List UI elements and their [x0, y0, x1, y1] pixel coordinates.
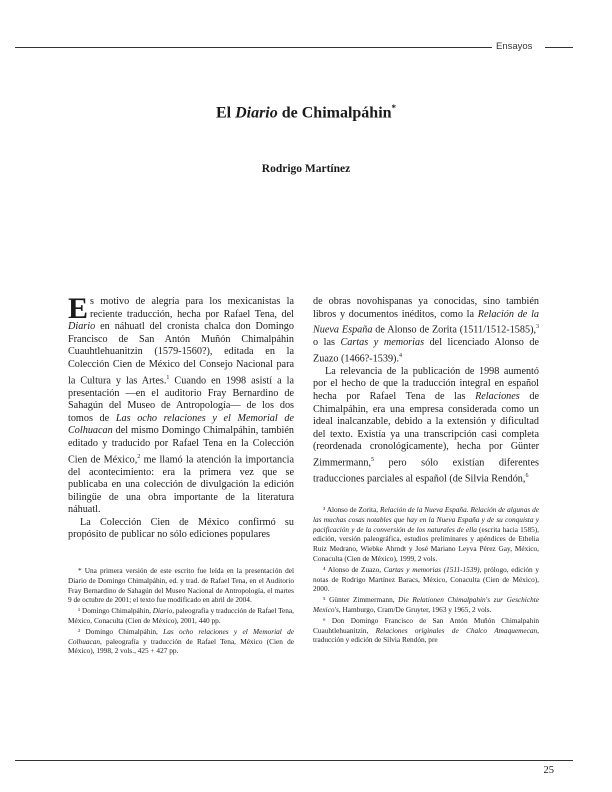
- footnote-4: [313, 565, 539, 594]
- text-run: ⁵ Günter Zimmermann,: [323, 595, 399, 605]
- italic-run: Die Relationen Chimalpahin's zur Geschichte Mexico's: [313, 595, 539, 614]
- italic-run: Relaciones: [475, 390, 520, 402]
- text-run: , Hamburgo, Cram/De Gruyter, 1963 y 1965, 2 vols.: [338, 604, 492, 614]
- italic-run: Relación de la Nueva España. Relación de algunas de las muchas cosas notables que hay en la Nueva España y de su conquista y pacificación y de la conversión de los naturales de ella: [313, 505, 539, 534]
- text-run: o las: [313, 337, 341, 349]
- italic-run: Cartas y memorias: [340, 337, 425, 349]
- text-run: ⁴ Alonso de Zuazo,: [323, 564, 384, 574]
- footnote-ref: 5: [371, 456, 374, 463]
- text-run: , traducción y edición de Silvia Rendón, pre: [313, 625, 539, 645]
- italic-run: Las ocho relaciones y el Memorial de Colhuacan: [68, 626, 294, 646]
- italic-run: Diario: [68, 321, 96, 333]
- text-run: de Chimalpáhin, era una empresa considerada como un ideal inalcanzable, debido a la extensión y dificultad del texto. Existía ya una transcripción casi completa (reordenada cronológicamente), hecha por Günter Zimmermann,: [313, 390, 540, 469]
- right-column: [313, 296, 539, 486]
- drop-cap: E: [68, 292, 89, 325]
- italic-run: Las ocho relaciones y el Memorial de Colhuacan: [68, 412, 294, 437]
- text-run: (escrita hacia 1585), edición, versión paleográfica, estudios preliminares y apéndices de Ethelia Ruiz Medrano, Wiebke Ahrndt y José Mariano Leyva Pérez Gay, México, Conaculta (Cien de México), 1999, 2 vols.: [313, 524, 539, 563]
- footnote-ref: 6: [525, 472, 529, 479]
- text-run: del mismo Domingo Chimalpáhin, también editado y traducido por Rafael Tena en la Colección Cien de México,: [68, 425, 294, 465]
- left-column: [68, 292, 294, 542]
- text-run: de obras novohispanas ya conocidas, sino también libros y documentos inéditos, como la: [313, 296, 539, 320]
- header-rule-left: [15, 47, 492, 48]
- left-paragraph-2: La Colección Cien de México confirmó su propósito de publicar no sólo ediciones populares: [68, 516, 294, 541]
- text-run: La relevancia de la publicación de 1998 aumentó por el hecho de que la traducción integral en español hecha por Rafael Tena de las: [313, 365, 539, 402]
- footnote-ref: 3: [536, 324, 540, 331]
- title-post: de Chimalpáhin: [277, 104, 392, 122]
- text-run: , paleografía y traducción de Rafael Tena, México (Cien de México), 1998, 2 vols., 425 + 427 pp.: [68, 636, 294, 656]
- footnote-ref: 1: [166, 374, 170, 381]
- text-run: de Alonso de Zorita (1511/1512-1585),: [372, 324, 537, 336]
- text-run: pero sólo existían diferentes traducciones parciales al español (de Silvia Rendón,: [313, 457, 539, 485]
- text-run: del licenciado Alonso de Zuazo (1466?-1539).: [313, 337, 539, 365]
- footnote-5: [313, 595, 539, 615]
- footnote-star: * Una primera versión de este escrito fue leída en la presentación del Diario de Domingo Chimalpáhin, ed. y trad. de Rafael Tena, en el Auditorio Fray Bernardino de Sahagún del Museo Nacional de Antropología, el martes 9 de octubre de 2001; el texto fue modificado en abril de 2004.: [68, 566, 294, 605]
- footnote-1: [68, 606, 294, 626]
- text-run: , prólogo, edición y notas de Rodrigo Martínez Baracs, México, Conaculta (Cien de México), 2000.: [313, 564, 539, 594]
- left-paragraph-1: [68, 292, 294, 517]
- footnotes-left: [68, 566, 294, 657]
- italic-run: Diario: [152, 606, 173, 616]
- text-run: en náhuatl del cronista chalca don Domingo Francisco de San Antón Muñón Chimalpáhin Cuauhtlehuanitzin (1579-1560?), editada en la Colección Cien de México del Consejo Nacional para la Cultura y las Artes.: [68, 321, 294, 386]
- header-rule-right: [545, 47, 573, 48]
- footer-rule: [15, 760, 573, 761]
- text-run: , paleografía y traducción de Rafael Tena, México, Conaculta (Cien de México), 2001, 440 pp.: [68, 606, 294, 625]
- article-title: [0, 103, 612, 122]
- text-run: ⁶ Don Domingo Francisco de San Antón Muñón Chimalpahin Cuauhtlehuanitzin,: [313, 615, 539, 635]
- footnote-ref: 2: [137, 453, 141, 460]
- page-number: 25: [543, 765, 554, 776]
- footnote-ref: 4: [399, 352, 402, 359]
- italic-run: Relaciones originales de Chalco Amaquemecan: [375, 625, 538, 635]
- italic-run: Relación de la Nueva España: [313, 308, 539, 336]
- footnotes-right: [313, 505, 539, 646]
- footnote-6: [313, 616, 539, 645]
- text-run: s motivo de alegría para los mexicanistas la reciente traducción, hecha por Rafael Tena, del: [90, 296, 294, 320]
- section-label: Ensayos: [496, 41, 533, 52]
- text-run: ³ Alonso de Zorita,: [323, 505, 381, 514]
- right-paragraph-2: [313, 366, 539, 486]
- title-pre: El: [215, 104, 236, 122]
- title-italic: Diario: [235, 104, 278, 122]
- right-paragraph-1: [313, 296, 539, 366]
- text-run: me llamó la atención la importancia del acontecimiento: era la primera vez que se publicaba en una colección de divulgación la edición bilingüe de una obra importante de la literatura náhuatl.: [68, 453, 294, 516]
- text-run: Cuando en 1998 asistí a la presentación —en el auditorio Fray Bernardino de Sahagún del Museo de Antropología— de los dos tomos de: [68, 374, 294, 424]
- footnote-3: [313, 505, 539, 564]
- author-name: Rodrigo Martínez: [261, 163, 351, 175]
- footnote-2: [68, 627, 294, 656]
- text-run: ¹ Domingo Chimalpáhin,: [78, 606, 153, 616]
- italic-run: Cartas y memorias (1511-1539): [383, 564, 480, 574]
- text-run: ² Domingo Chimalpáhin,: [78, 626, 164, 636]
- title-mark: *: [391, 103, 397, 113]
